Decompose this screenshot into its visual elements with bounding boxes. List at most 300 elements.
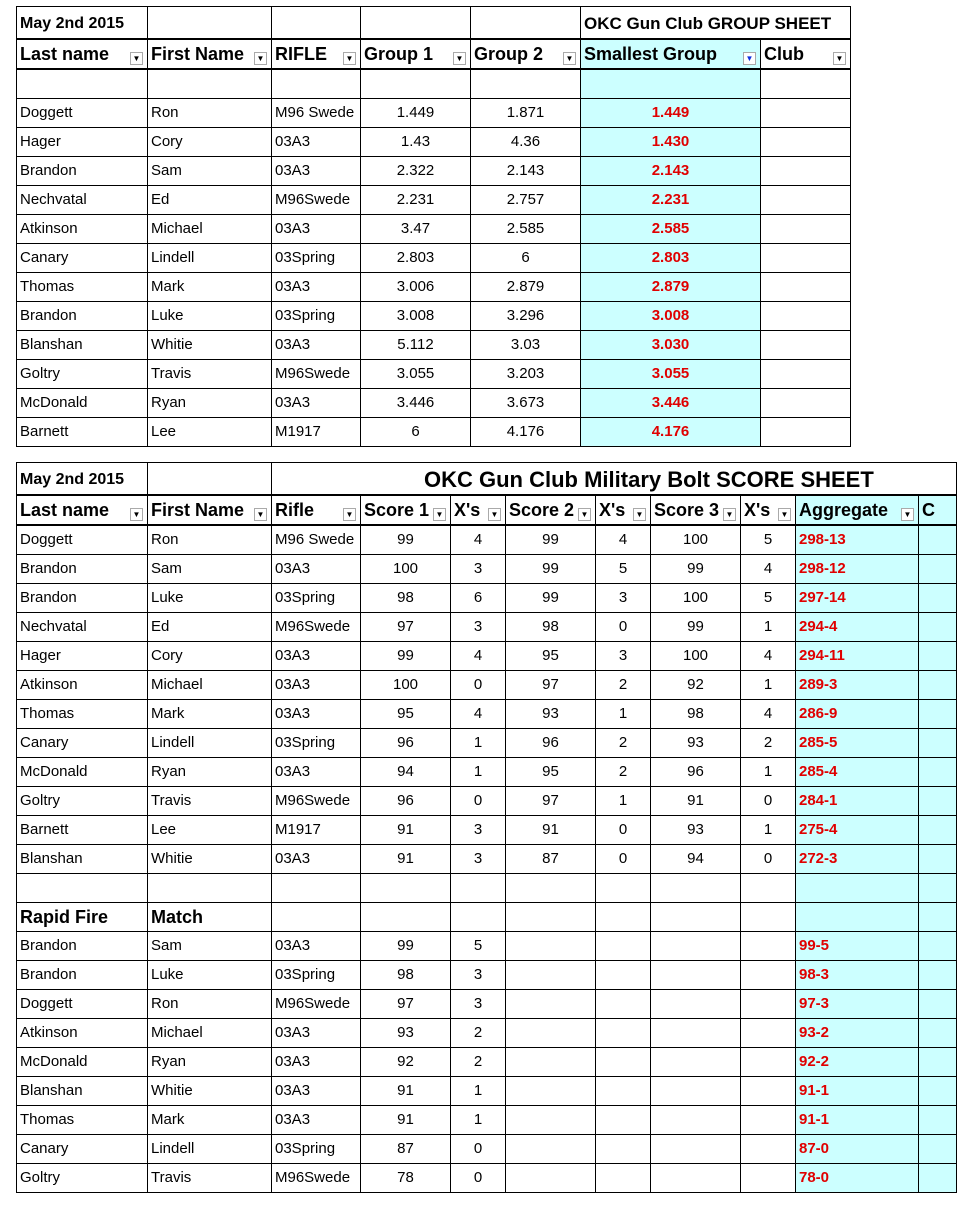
table-cell: 99	[361, 931, 451, 960]
table-cell: Lindell	[148, 1134, 272, 1163]
column-header[interactable]: X's ▼	[596, 495, 651, 525]
table-cell: McDonald	[17, 1047, 148, 1076]
table-cell: 99	[361, 641, 451, 670]
table-cell: 03A3	[272, 931, 361, 960]
table-cell: 3	[451, 844, 506, 873]
table-row	[17, 757, 957, 786]
score-sheet-table	[16, 462, 957, 1193]
table-row	[17, 185, 851, 214]
table-cell: 1	[741, 670, 796, 699]
table-cell: Mark	[148, 1105, 272, 1134]
column-header[interactable]: Aggregate ▼	[796, 495, 919, 525]
table-cell: Brandon	[17, 554, 148, 583]
column-header[interactable]: RIFLE ▼	[272, 39, 361, 69]
table-cell: 289-3	[796, 670, 919, 699]
table-cell: 294-11	[796, 641, 919, 670]
filter-dropdown-icon[interactable]: ▼	[723, 508, 736, 521]
table-cell: 96	[361, 786, 451, 815]
table-cell: 100	[651, 583, 741, 612]
table-cell: 87	[506, 844, 596, 873]
table-row	[17, 243, 851, 272]
table-cell: Cory	[148, 641, 272, 670]
column-header[interactable]: First Name ▼	[148, 495, 272, 525]
filter-dropdown-icon[interactable]: ▼	[901, 508, 914, 521]
table-cell	[761, 243, 851, 272]
table-cell: 0	[741, 844, 796, 873]
filter-dropdown-icon[interactable]: ▼	[254, 508, 267, 521]
table-cell: 03A3	[272, 1047, 361, 1076]
table-cell: 96	[361, 728, 451, 757]
table-cell: 93	[651, 815, 741, 844]
table-cell: 99	[506, 554, 596, 583]
table-cell: 2.803	[581, 243, 761, 272]
table-cell: Luke	[148, 301, 272, 330]
table-row	[17, 1047, 957, 1076]
table-cell: 93	[361, 1018, 451, 1047]
column-header[interactable]: X's ▼	[451, 495, 506, 525]
table-cell: 92-2	[796, 1047, 919, 1076]
column-header[interactable]: Last name ▼	[17, 495, 148, 525]
table-cell: Doggett	[17, 989, 148, 1018]
table-cell: Brandon	[17, 301, 148, 330]
table-row	[17, 330, 851, 359]
table-cell: Brandon	[17, 931, 148, 960]
filter-dropdown-icon[interactable]: ▼	[130, 52, 143, 65]
table-cell: 2.143	[471, 156, 581, 185]
table-cell: 3	[451, 612, 506, 641]
table-cell: 297-14	[796, 583, 919, 612]
table-row	[17, 960, 957, 989]
table-cell: 3.008	[581, 301, 761, 330]
table-cell: 3	[596, 583, 651, 612]
table-cell: Ed	[148, 185, 272, 214]
table-cell: 93	[506, 699, 596, 728]
column-header[interactable]: Group 1 ▼	[361, 39, 471, 69]
table-cell: 275-4	[796, 815, 919, 844]
filter-dropdown-icon[interactable]: ▼	[343, 508, 356, 521]
column-header[interactable]: First Name ▼	[148, 39, 272, 69]
table-cell: 0	[451, 1163, 506, 1192]
table-row	[17, 1018, 957, 1047]
table-cell: M96Swede	[272, 1163, 361, 1192]
table-cell: McDonald	[17, 757, 148, 786]
table-cell: 285-5	[796, 728, 919, 757]
table-cell: Ryan	[148, 757, 272, 786]
table-cell: 94	[361, 757, 451, 786]
table-cell: 03Spring	[272, 243, 361, 272]
table-row	[17, 815, 957, 844]
table-cell: 2.231	[581, 185, 761, 214]
table-cell: Michael	[148, 670, 272, 699]
table-cell	[761, 127, 851, 156]
table-cell: Nechvatal	[17, 185, 148, 214]
table-cell: 1	[451, 757, 506, 786]
table-cell: 272-3	[796, 844, 919, 873]
table-cell: Mark	[148, 272, 272, 301]
table-cell: 95	[361, 699, 451, 728]
table-cell: Luke	[148, 583, 272, 612]
table-cell: Ed	[148, 612, 272, 641]
table-cell: 5	[741, 583, 796, 612]
table-cell: Hager	[17, 641, 148, 670]
table-cell: 1	[596, 699, 651, 728]
table-cell: 4	[451, 699, 506, 728]
table-cell: Ron	[148, 525, 272, 555]
table-cell: 03A3	[272, 844, 361, 873]
table-row	[17, 127, 851, 156]
table-row	[17, 641, 957, 670]
table-cell: Michael	[148, 1018, 272, 1047]
table-row	[17, 1076, 957, 1105]
table-cell: Travis	[148, 1163, 272, 1192]
table-cell: 87-0	[796, 1134, 919, 1163]
table-cell: 3.296	[471, 301, 581, 330]
table-cell: Lindell	[148, 243, 272, 272]
table-cell: 03A3	[272, 699, 361, 728]
filter-dropdown-icon[interactable]: ▼	[433, 508, 446, 521]
table-row	[17, 670, 957, 699]
table-cell: 1	[451, 1076, 506, 1105]
column-header[interactable]: Score 3 ▼	[651, 495, 741, 525]
table-cell: 03A3	[272, 1018, 361, 1047]
table-cell: 98	[361, 960, 451, 989]
table-cell: 3.03	[471, 330, 581, 359]
table-cell: 95	[506, 757, 596, 786]
table-cell: Blanshan	[17, 844, 148, 873]
table-cell: 298-13	[796, 525, 919, 555]
table-cell: 3.030	[581, 330, 761, 359]
table-cell	[761, 156, 851, 185]
table-row	[17, 728, 957, 757]
table-cell: McDonald	[17, 388, 148, 417]
table-row	[17, 301, 851, 330]
table-cell: 2	[596, 670, 651, 699]
table-cell: 2	[451, 1047, 506, 1076]
table-cell: Lee	[148, 417, 272, 446]
table-cell	[761, 359, 851, 388]
table-cell: 03A3	[272, 1105, 361, 1134]
table-cell: 98	[361, 583, 451, 612]
table-row	[17, 98, 851, 127]
filter-dropdown-icon[interactable]: ▼	[488, 508, 501, 521]
table-cell: 100	[651, 641, 741, 670]
table-cell: 93-2	[796, 1018, 919, 1047]
table-cell: 97	[361, 989, 451, 1018]
filter-dropdown-icon[interactable]: ▼	[343, 52, 356, 65]
table-cell: 286-9	[796, 699, 919, 728]
table-cell: 3.47	[361, 214, 471, 243]
table-cell: 93	[651, 728, 741, 757]
table-cell: 97-3	[796, 989, 919, 1018]
table-cell: 0	[596, 815, 651, 844]
filter-dropdown-icon[interactable]: ▼	[578, 508, 591, 521]
table-row	[17, 214, 851, 243]
table-cell: 4	[596, 525, 651, 555]
table-cell: 99	[651, 612, 741, 641]
table-cell: 0	[596, 844, 651, 873]
table-cell: 3.446	[581, 388, 761, 417]
table-cell: Ryan	[148, 388, 272, 417]
table-cell: 6	[361, 417, 471, 446]
table-cell: 03A3	[272, 156, 361, 185]
table-cell: Atkinson	[17, 214, 148, 243]
table-cell	[761, 214, 851, 243]
column-header[interactable]: Group 2 ▼	[471, 39, 581, 69]
table-cell: 3	[451, 554, 506, 583]
table-cell	[761, 388, 851, 417]
table-cell: Sam	[148, 156, 272, 185]
table-cell: 2.322	[361, 156, 471, 185]
table-cell: Doggett	[17, 98, 148, 127]
table-cell: Lee	[148, 815, 272, 844]
table-cell: 1.430	[581, 127, 761, 156]
table-cell: 3.006	[361, 272, 471, 301]
table-cell: 100	[651, 525, 741, 555]
table-cell: M96Swede	[272, 612, 361, 641]
table-cell: Brandon	[17, 960, 148, 989]
table-cell: 98-3	[796, 960, 919, 989]
table-cell: 2.803	[361, 243, 471, 272]
rapid-fire-label: Rapid Fire	[17, 902, 148, 931]
table-cell: 1.449	[581, 98, 761, 127]
table-cell: 03A3	[272, 127, 361, 156]
table-row	[17, 554, 957, 583]
table-cell: Goltry	[17, 786, 148, 815]
table-cell: 78-0	[796, 1163, 919, 1192]
table-cell: Hager	[17, 127, 148, 156]
table-cell: 99	[506, 525, 596, 555]
table-cell: 03A3	[272, 330, 361, 359]
table-cell: 4.176	[471, 417, 581, 446]
table-cell: 0	[596, 612, 651, 641]
table-cell: Travis	[148, 786, 272, 815]
table-cell: 3	[451, 815, 506, 844]
table-cell	[761, 330, 851, 359]
table-cell: 2.585	[581, 214, 761, 243]
filter-dropdown-icon[interactable]: ▼	[453, 52, 466, 65]
filter-dropdown-icon[interactable]: ▼	[833, 52, 846, 65]
table-cell: Atkinson	[17, 1018, 148, 1047]
match-label: Match	[148, 902, 272, 931]
table-cell: Whitie	[148, 844, 272, 873]
filter-dropdown-icon[interactable]: ▼	[130, 508, 143, 521]
table-cell: 96	[506, 728, 596, 757]
column-header[interactable]: C	[919, 495, 957, 525]
table-cell: Ryan	[148, 1047, 272, 1076]
table-cell: 03Spring	[272, 728, 361, 757]
table-cell: 99	[651, 554, 741, 583]
table-cell: 2	[596, 728, 651, 757]
table-cell: 1	[741, 815, 796, 844]
table-cell: 91	[651, 786, 741, 815]
table-cell: 1	[741, 757, 796, 786]
table-cell: Thomas	[17, 1105, 148, 1134]
table-cell: Canary	[17, 243, 148, 272]
table-cell: Thomas	[17, 699, 148, 728]
table-cell: 91	[361, 1105, 451, 1134]
table-cell: 4.176	[581, 417, 761, 446]
table-cell	[761, 185, 851, 214]
table-row	[17, 989, 957, 1018]
table-row	[17, 272, 851, 301]
table-cell: 91	[506, 815, 596, 844]
table-cell: 1.871	[471, 98, 581, 127]
table-row	[17, 786, 957, 815]
table-cell: 1.449	[361, 98, 471, 127]
table-cell: 5	[596, 554, 651, 583]
table-row	[17, 359, 851, 388]
table-cell: 03A3	[272, 670, 361, 699]
filter-dropdown-icon[interactable]: ▼	[743, 52, 756, 65]
table-row	[17, 583, 957, 612]
table-cell: Whitie	[148, 1076, 272, 1105]
table-cell: 97	[506, 670, 596, 699]
table-cell: 3	[451, 960, 506, 989]
table-cell: 03A3	[272, 757, 361, 786]
table-cell: Blanshan	[17, 330, 148, 359]
column-header[interactable]: Club ▼	[761, 39, 851, 69]
column-header[interactable]: Rifle ▼	[272, 495, 361, 525]
table-cell: Travis	[148, 359, 272, 388]
table-cell: 3	[596, 641, 651, 670]
table-cell: 3.673	[471, 388, 581, 417]
table-cell: 1.43	[361, 127, 471, 156]
column-header[interactable]: Score 1 ▼	[361, 495, 451, 525]
table-cell: 87	[361, 1134, 451, 1163]
table-cell: Thomas	[17, 272, 148, 301]
table-cell: 6	[471, 243, 581, 272]
table-cell: 6	[451, 583, 506, 612]
table-cell: 4	[451, 525, 506, 555]
table-cell: 2.231	[361, 185, 471, 214]
table-cell: 5.112	[361, 330, 471, 359]
table-cell: M1917	[272, 815, 361, 844]
table-cell: 91	[361, 815, 451, 844]
table-cell: 284-1	[796, 786, 919, 815]
table-cell: 3.446	[361, 388, 471, 417]
table-cell	[761, 98, 851, 127]
table-cell: 78	[361, 1163, 451, 1192]
table-cell: 4	[741, 699, 796, 728]
table-row	[17, 1163, 957, 1192]
table-cell: Whitie	[148, 330, 272, 359]
filter-dropdown-icon[interactable]: ▼	[254, 52, 267, 65]
group-sheet-date: May 2nd 2015	[17, 7, 148, 39]
table-cell: 03Spring	[272, 301, 361, 330]
table-cell: Cory	[148, 127, 272, 156]
table-cell: M96Swede	[272, 989, 361, 1018]
table-cell: M1917	[272, 417, 361, 446]
table-cell: 03A3	[272, 641, 361, 670]
table-cell: 2.757	[471, 185, 581, 214]
table-cell: Luke	[148, 960, 272, 989]
table-cell: Canary	[17, 1134, 148, 1163]
table-cell: 2	[741, 728, 796, 757]
table-cell: 294-4	[796, 612, 919, 641]
table-cell: Goltry	[17, 1163, 148, 1192]
table-cell: Barnett	[17, 815, 148, 844]
table-cell: 2.143	[581, 156, 761, 185]
column-header[interactable]: Last name ▼	[17, 39, 148, 69]
table-cell: 3.055	[581, 359, 761, 388]
table-row	[17, 417, 851, 446]
table-cell: 100	[361, 554, 451, 583]
table-cell: Mark	[148, 699, 272, 728]
table-cell: 03A3	[272, 388, 361, 417]
table-cell: 2.879	[581, 272, 761, 301]
table-cell: M96Swede	[272, 786, 361, 815]
table-cell: 03Spring	[272, 1134, 361, 1163]
table-cell: 03A3	[272, 554, 361, 583]
table-cell: 3.055	[361, 359, 471, 388]
table-row	[17, 612, 957, 641]
table-row	[17, 699, 957, 728]
table-row	[17, 931, 957, 960]
table-cell: Barnett	[17, 417, 148, 446]
table-cell	[761, 272, 851, 301]
table-cell: 97	[506, 786, 596, 815]
table-cell: Doggett	[17, 525, 148, 555]
table-cell: 91	[361, 1076, 451, 1105]
table-cell: 98	[506, 612, 596, 641]
column-header[interactable]: X's ▼	[741, 495, 796, 525]
table-cell: M96 Swede	[272, 525, 361, 555]
table-cell: 3	[451, 989, 506, 1018]
table-cell: 0	[451, 670, 506, 699]
table-cell: 91-1	[796, 1076, 919, 1105]
table-cell: 2	[451, 1018, 506, 1047]
table-cell: 2.879	[471, 272, 581, 301]
column-header[interactable]: Score 2 ▼	[506, 495, 596, 525]
table-cell: 2.585	[471, 214, 581, 243]
table-cell: 97	[361, 612, 451, 641]
table-cell: 0	[451, 1134, 506, 1163]
table-cell: 91-1	[796, 1105, 919, 1134]
table-cell: 0	[741, 786, 796, 815]
table-cell: 03A3	[272, 272, 361, 301]
table-cell: 1	[741, 612, 796, 641]
table-cell: 91	[361, 844, 451, 873]
table-cell: Brandon	[17, 156, 148, 185]
table-cell: 4	[741, 554, 796, 583]
table-cell: 1	[451, 728, 506, 757]
table-cell: 0	[451, 786, 506, 815]
table-cell: Ron	[148, 98, 272, 127]
table-cell: 285-4	[796, 757, 919, 786]
table-cell: 4	[741, 641, 796, 670]
score-sheet-title: OKC Gun Club Military Bolt SCORE SHEET	[272, 463, 957, 495]
table-cell: 4	[451, 641, 506, 670]
table-cell: 92	[651, 670, 741, 699]
filter-dropdown-icon[interactable]: ▼	[633, 508, 646, 521]
table-cell: 1	[596, 786, 651, 815]
table-row	[17, 156, 851, 185]
column-header[interactable]: Smallest Group ▼	[581, 39, 761, 69]
filter-dropdown-icon[interactable]: ▼	[563, 52, 576, 65]
table-cell: Canary	[17, 728, 148, 757]
filter-dropdown-icon[interactable]: ▼	[778, 508, 791, 521]
table-cell: 3.008	[361, 301, 471, 330]
table-cell: Sam	[148, 931, 272, 960]
table-cell: 2	[596, 757, 651, 786]
table-cell: Brandon	[17, 583, 148, 612]
table-cell: M96Swede	[272, 359, 361, 388]
table-row	[17, 844, 957, 873]
table-cell: 99	[506, 583, 596, 612]
table-cell: 3.203	[471, 359, 581, 388]
table-cell: 1	[451, 1105, 506, 1134]
table-cell: 95	[506, 641, 596, 670]
